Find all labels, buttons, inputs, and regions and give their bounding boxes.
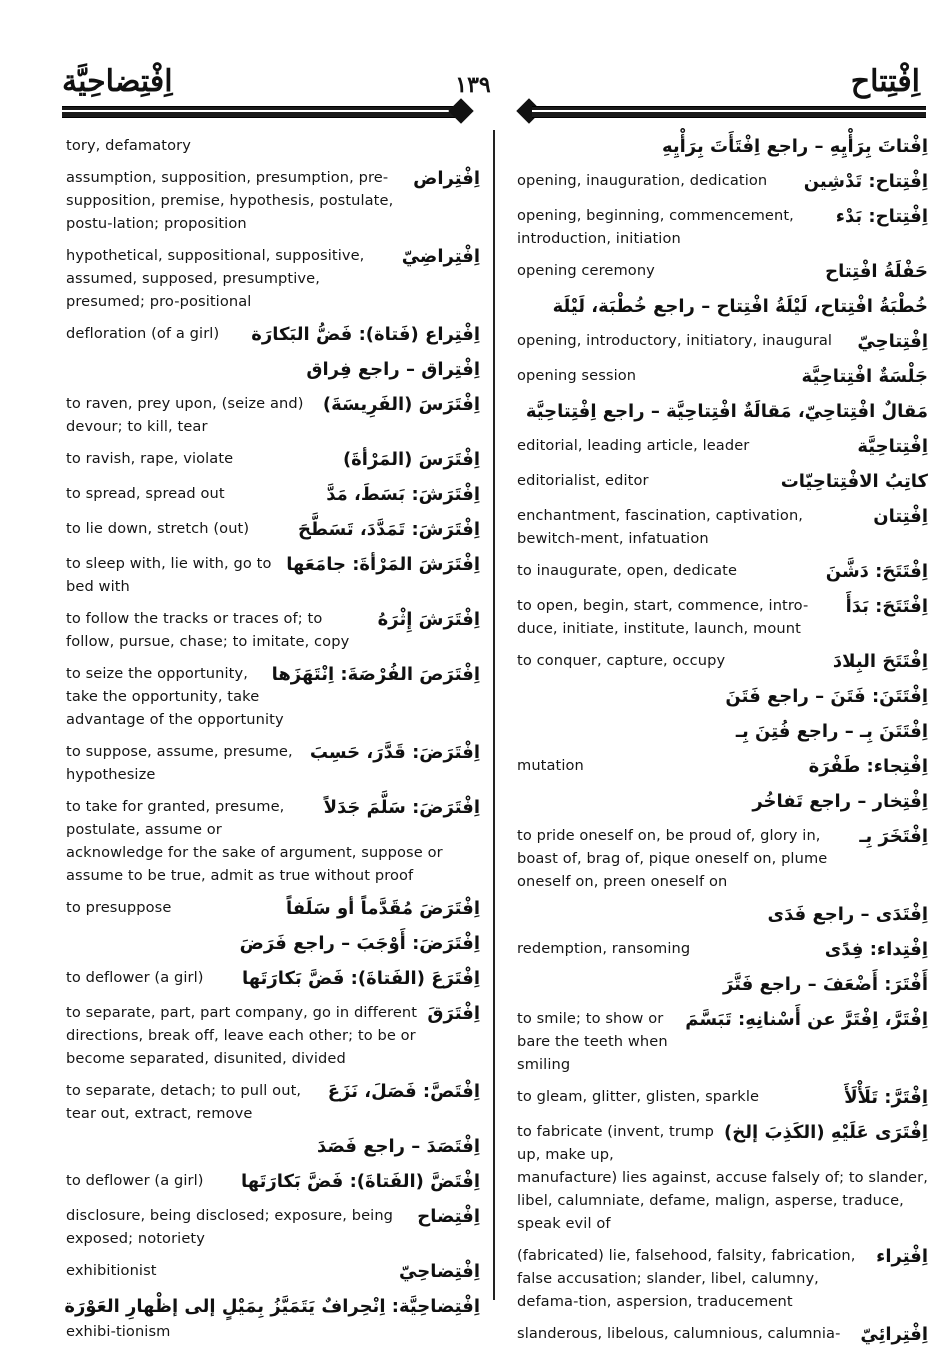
dictionary-entry: [517, 169, 928, 195]
arabic-headword: اِفْتِضاحِيّ: [399, 1261, 480, 1282]
arabic-headword: اِفْتَرَسَ (الفَرِيسَةَ): [322, 394, 480, 415]
english-definition: (fabricated) lie, falsehood, falsity, fabrication, false accusation; slander, libel, calumny, defama-tion, aspersion, traducement: [517, 1247, 856, 1310]
header-rule-left: [62, 106, 460, 118]
arabic-headword: اِفْتَخَرَ بِـ: [859, 826, 928, 847]
english-definition: to smile; to show or bare the teeth when smiling: [517, 1010, 668, 1073]
arabic-headword: اِفْتَرَّ: تَلَأْلَأَ: [844, 1087, 928, 1108]
arabic-headword: اِفْتَضَّ (الفَتاةَ): فَضَّ بَكارَتَها: [240, 1171, 480, 1192]
arabic-headword: اِفْتَرَقَ: [427, 1003, 480, 1024]
arabic-headword: اِفْتِراء: [876, 1246, 928, 1267]
arabic-headword: اِفْتَرَشَ: بَسَطَ، مَدَّ: [326, 484, 480, 505]
english-definition: to deflower (a girl): [66, 969, 204, 986]
english-definition: to separate, part, part company, go in different directions, break off, leave each other; to be or become separated, disunited, divided: [66, 1004, 418, 1067]
dictionary-entry: [517, 294, 928, 320]
arabic-headword: اِفْتَرَى عَلَيْهِ (الكَذِبَ إلخ): [724, 1122, 928, 1143]
arabic-headword: خُطْبَةُ افْتِتاح، لَيْلَةُ افْتِتاح – راجع خُطْبَة، لَيْلَة: [552, 296, 928, 317]
column-divider: [493, 130, 495, 1300]
arabic-headword: اِفْتِتاح: بَدْء: [835, 206, 928, 227]
english-definition: opening, introductory, initiatory, inaugural: [517, 332, 833, 349]
arabic-headword: اِفْتِتاح: تَدْشِين: [803, 171, 928, 192]
dictionary-entry: [517, 937, 928, 963]
dictionary-entry: [66, 357, 480, 383]
english-definition: to suppose, assume, presume, hypothesize: [66, 743, 293, 783]
english-definition: redemption, ransoming: [517, 940, 691, 957]
dictionary-entry: [66, 517, 480, 543]
english-definition: mutation: [517, 757, 584, 774]
dictionary-entry: [517, 399, 928, 425]
dictionary-entry: [66, 322, 480, 348]
english-definition: opening session: [517, 367, 637, 384]
arabic-headword: اِفْتَصَّ: فَصَلَ، نَزَعَ: [327, 1081, 480, 1102]
arabic-headword: اِفْتَرَضَ: قَدَّرَ، حَسِبَ: [309, 742, 480, 763]
dictionary-entry: [517, 504, 928, 550]
dictionary-entry: [517, 434, 928, 460]
dictionary-entry: [517, 329, 928, 355]
english-definition: hypothetical, suppositional, suppositive, assumed, supposed, presumptive, presumed; pro-positional: [66, 247, 365, 310]
arabic-headword: اِفْتَرَشَ المَرْأةَ: جامَعَها: [286, 554, 480, 575]
arabic-headword: اِفْتِراض: [413, 168, 480, 189]
arabic-headword: اِفْتَتَحَ: بَدَأَ: [845, 596, 928, 617]
arabic-headword: اِفْتِتاحِيّ: [857, 331, 928, 352]
diamond-ornament-left-icon: [448, 98, 473, 123]
dictionary-entry: [517, 684, 928, 710]
page-number: ١٣٩: [455, 72, 491, 98]
dictionary-entry: [66, 244, 480, 313]
dictionary-entry: [517, 594, 928, 640]
english-definition: to separate, detach; to pull out, tear out, extract, remove: [66, 1082, 302, 1122]
english-definition: to open, begin, start, commence, intro-duce, initiate, institute, launch, mount: [517, 597, 809, 637]
arabic-headword: اِفْتَرَعَ (الفَتاةَ): فَضَّ بَكارَتَها: [242, 968, 480, 989]
english-definition: to ravish, rape, violate: [66, 450, 234, 467]
dictionary-entry: [66, 447, 480, 473]
dictionary-entry: [66, 134, 480, 157]
arabic-headword: اِفْتَرَشَ إِثْرَهُ: [377, 609, 480, 630]
dictionary-entry: [66, 552, 480, 598]
english-definition: to seize the opportunity, take the opportunity, take advantage of the opportunity: [66, 665, 284, 728]
dictionary-entry: [66, 1001, 480, 1070]
header-rule-right: [532, 106, 926, 118]
english-definition: editorial, leading article, leader: [517, 437, 750, 454]
english-definition: to fabricate (invent, trump up, make up, manufacture) lies against, accuse falsely of; to slander, libel, calumniate, defame, malign, asperse, traduce, speak evil of: [517, 1123, 928, 1232]
english-definition: to raven, prey upon, (seize and) devour; to kill, tear: [66, 395, 304, 435]
arabic-headword: اِفْتَرَضَ: سَلَّمَ جَدَلاً: [323, 797, 480, 818]
english-definition: exhibi-tionism: [66, 1323, 171, 1340]
dictionary-entry: [517, 754, 928, 780]
arabic-headword: اِفْتِجاء: طَفْرَة: [808, 756, 928, 777]
dictionary-entry: [517, 649, 928, 675]
dictionary-entry: [66, 392, 480, 438]
arabic-headword: اِفْتِضاح: [417, 1206, 480, 1227]
arabic-headword: اِفْتِخار – راجع تَفاخُر: [752, 791, 928, 812]
dictionary-entry: [66, 166, 480, 235]
arabic-headword: اِفْتَرَسَ (المَرْأةَ): [342, 449, 480, 470]
header-right-word: اِفْتِتاح: [850, 64, 920, 99]
english-definition: defloration (of a girl): [66, 325, 220, 342]
english-definition: to deflower (a girl): [66, 1172, 204, 1189]
english-definition: to pride oneself on, be proud of, glory in, boast of, brag of, pique oneself on, plume oneself on, preen oneself on: [517, 827, 828, 890]
dictionary-entry: [66, 1204, 480, 1250]
dictionary-entry: [66, 482, 480, 508]
arabic-headword: اِفْتَرَّ، اِفْتَرَّ عن أَسْنانِهِ: تَبَسَّمَ: [685, 1009, 928, 1030]
arabic-headword: اِفْتَرَضَ مُقَدَّماً أو سَلَفاً: [285, 898, 480, 919]
arabic-headword: اِفْتِتاحِيَّة: [857, 436, 928, 457]
arabic-headword: مَقالٌ افْتِتاحِيّ، مَقالَةٌ افْتِتاحِيَّة – راجع اِفْتِتاحِيَّة: [525, 401, 928, 422]
arabic-headword: اِفْتَرَصَ الفُرْصَةَ: اِنْتَهَزَها: [271, 664, 480, 685]
dictionary-entry: [66, 1294, 480, 1343]
english-definition: slanderous, libelous, calumnious, calumnia-: [517, 1325, 841, 1342]
arabic-headword: أَفْتَرَ: أَضْعَفَ – راجع فَتَّرَ: [722, 974, 928, 995]
english-definition: disclosure, being disclosed; exposure, being exposed; notoriety: [66, 1207, 394, 1247]
english-definition: to take for granted, presume, postulate, assume or acknowledge for the sake of argument, suppose or assume to be true, admit as true without proof: [66, 798, 443, 884]
arabic-headword: اِفْتِراع (فَتاة): فَضُّ البَكارَة: [251, 324, 480, 345]
dictionary-entry: [517, 134, 928, 160]
dictionary-entry: [66, 1259, 480, 1285]
dictionary-entry: [517, 204, 928, 250]
arabic-headword: اِفْتِراق – راجع فِراق: [306, 359, 480, 380]
english-definition: to conquer, capture, occupy: [517, 652, 726, 669]
arabic-headword: اِفْتاتَ بِرَأْيِهِ – راجع اِفْتَأَتَ بِرَأْيِهِ: [661, 136, 928, 157]
english-definition: to inaugurate, open, dedicate: [517, 562, 738, 579]
arabic-headword: اِفْتَتَحَ: دَشَّنَ: [825, 561, 928, 582]
arabic-headword: اِفْتَصَدَ – راجع فَصَدَ: [317, 1136, 480, 1157]
dictionary-entry: [517, 1244, 928, 1313]
arabic-headword: اِفْتِرائِيّ: [860, 1324, 928, 1345]
arabic-headword: اِفْتَرَضَ: أَوْجَبَ – راجع فَرَضَ: [239, 933, 480, 954]
english-definition: assumption, supposition, presumption, pre-supposition, premise, hypothesis, postulate, postu-lation; proposition: [66, 169, 394, 232]
dictionary-entry: [66, 740, 480, 786]
arabic-headword: اِفْتَرَشَ: تَمَدَّدَ، تَسَطَّحَ: [298, 519, 480, 540]
english-definition: to gleam, glitter, glisten, sparkle: [517, 1088, 760, 1105]
arabic-headword: اِفْتِراضِيّ: [401, 246, 480, 267]
arabic-headword: اِفْتَتَنَ بِـ – راجع فُتِنَ بِـ: [735, 721, 928, 742]
english-definition: editorialist, editor: [517, 472, 649, 489]
dictionary-entry: [517, 259, 928, 285]
dictionary-entry: [517, 1120, 928, 1235]
dictionary-entry: [517, 1322, 928, 1348]
dictionary-entry: [66, 966, 480, 992]
dictionary-entry: [66, 1079, 480, 1125]
arabic-headword: جَلْسَةٌ افْتِتاحِيَّة: [801, 366, 928, 387]
arabic-headword: اِفْتِضاحِيَّة: اِنْحِرافٌ يَتَمَيَّزُ بِمَيْلٍ إلى إظْهارِ العَوْرَة: [64, 1296, 480, 1317]
dictionary-entry: [66, 662, 480, 731]
right-column: [517, 134, 928, 1357]
english-definition: exhibitionist: [66, 1262, 157, 1279]
arabic-headword: اِفْتِداء: فِدًى: [824, 939, 928, 960]
dictionary-entry: [517, 1085, 928, 1111]
arabic-headword: كاتِبُ الافْتِتاحِيّات: [780, 471, 928, 492]
english-definition: to spread, spread out: [66, 485, 225, 502]
english-definition: to presuppose: [66, 899, 172, 916]
english-definition: to sleep with, lie with, go to bed with: [66, 555, 272, 595]
dictionary-entry: [517, 364, 928, 390]
english-definition: to lie down, stretch (out): [66, 520, 250, 537]
english-definition: to follow the tracks or traces of; to follow, pursue, chase; to imitate, copy: [66, 610, 350, 650]
dictionary-entry: [517, 824, 928, 893]
dictionary-entry: [517, 719, 928, 745]
english-definition: enchantment, fascination, captivation, bewitch-ment, infatuation: [517, 507, 804, 547]
dictionary-entry: [517, 559, 928, 585]
english-definition: opening, beginning, commencement, introduction, initiation: [517, 207, 794, 247]
arabic-headword: اِفْتَتَحَ البِلادَ: [832, 651, 928, 672]
dictionary-entry: [517, 972, 928, 998]
dictionary-entry: [66, 896, 480, 922]
arabic-headword: اِفْتِتان: [873, 506, 928, 527]
dictionary-entry: [66, 607, 480, 653]
arabic-headword: حَفْلَةُ افْتِتاح: [825, 261, 928, 282]
dictionary-entry: [517, 1007, 928, 1076]
arabic-headword: اِفْتَتَنَ: فَتَنَ – راجع فَتَنَ: [725, 686, 928, 707]
dictionary-entry: [66, 795, 480, 887]
dictionary-entry: [517, 789, 928, 815]
english-definition: opening, inauguration, dedication: [517, 172, 768, 189]
header-left-word: اِفْتِضاحِيَّة: [62, 64, 173, 99]
english-definition: opening ceremony: [517, 262, 655, 279]
dictionary-entry: [517, 469, 928, 495]
dictionary-entry: [66, 1169, 480, 1195]
dictionary-entry: [66, 931, 480, 957]
left-column: [66, 134, 480, 1352]
dictionary-entry: [517, 902, 928, 928]
arabic-headword: اِفْتَدَى – راجع فَدَى: [767, 904, 928, 925]
english-definition: tory, defamatory: [66, 137, 191, 154]
dictionary-entry: [66, 1134, 480, 1160]
